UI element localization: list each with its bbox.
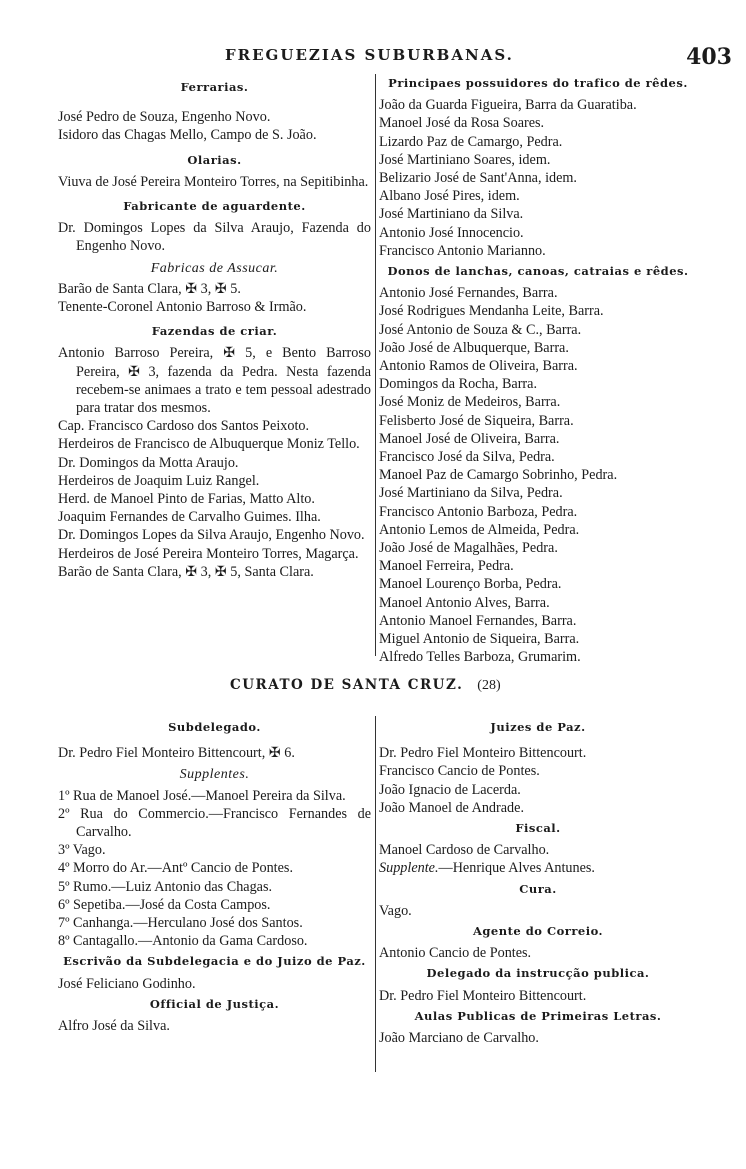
list-item: Dr. Domingos da Motta Araujo. xyxy=(58,454,239,471)
list-item: Isidoro das Chagas Mello, Campo de S. João. xyxy=(58,127,317,144)
list-item: Manoel José da Rosa Soares. xyxy=(379,115,545,132)
supplentes-heading: Supplentes. xyxy=(179,767,250,783)
list-item: José Martiniano Soares, idem. xyxy=(379,151,551,168)
list-item: Antonio Ramos de Oliveira, Barra. xyxy=(379,358,578,375)
list-item: José Pedro de Souza, Engenho Novo. xyxy=(58,109,271,126)
list-item: Alfro José da Silva. xyxy=(58,1018,170,1035)
page-number: 403 xyxy=(686,44,732,70)
lanchas-heading: Donos de lanchas, canoas, catraias e rêdes. xyxy=(387,264,689,279)
subdelegado-heading: Subdelegado. xyxy=(168,720,261,734)
list-item: José Antonio de Souza & C., Barra. xyxy=(379,321,582,338)
list-item: Herdeiros de José Pereira Monteiro Torres, Magarça. xyxy=(58,545,359,562)
olarias-heading: Olarias. xyxy=(187,152,242,167)
left-column-bottom xyxy=(58,716,371,1035)
list-item: Tenente-Coronel Antonio Barroso & Irmão. xyxy=(58,299,307,316)
aguardente-heading: Fabricante de aguardente. xyxy=(123,199,306,214)
list-item: José Feliciano Godinho. xyxy=(58,975,196,992)
list-item: Manoel Ferreira, Pedra. xyxy=(379,558,514,575)
list-item: Herdeiros de Joaquim Luiz Rangel. xyxy=(58,472,260,489)
list-item: Antonio Barroso Pereira, ✠ 5, e Bento Barroso Pereira, ✠ 3, fazenda da Pedra. Nesta fazenda recebem-se animaes a trato e tem pessoal adestrado para tratar dos mesmos. xyxy=(58,345,371,417)
list-item: Domingos da Rocha, Barra. xyxy=(379,376,537,393)
supplente-label: Supplente. xyxy=(379,860,439,877)
list-item: José Moniz de Medeiros, Barra. xyxy=(379,394,561,411)
list-item: Manoel Antonio Alves, Barra. xyxy=(379,594,550,611)
list-item: Herd. de Manoel Pinto de Farias, Matto Alto. xyxy=(58,491,315,508)
list-item: Albano José Pires, idem. xyxy=(379,188,520,205)
list-item: Francisco José da Silva, Pedra. xyxy=(379,449,555,466)
list-item: Dr. Pedro Fiel Monteiro Bittencourt, ✠ 6. xyxy=(58,745,295,762)
list-item: Manoel Cardoso de Carvalho. xyxy=(379,842,550,859)
list-item: João Ignacio de Lacerda. xyxy=(379,781,521,798)
list-item: Dr. Pedro Fiel Monteiro Bittencourt. xyxy=(379,745,587,762)
list-item: Vago. xyxy=(379,902,412,919)
list-item: Dr. Pedro Fiel Monteiro Bittencourt. xyxy=(379,987,587,1004)
ferrarias-heading: Ferrarias. xyxy=(180,80,249,94)
list-item: Cap. Francisco Cardoso dos Santos Peixoto. xyxy=(58,418,310,435)
list-item: Barão de Santa Clara, ✠ 3, ✠ 5, Santa Clara. xyxy=(58,563,314,580)
list-item: Dr. Domingos Lopes da Silva Araujo, Fazenda do Engenho Novo. xyxy=(58,220,371,255)
list-item: 8º Cantagallo.—Antonio da Gama Cardoso. xyxy=(58,933,308,950)
list-item: Manoel Paz de Camargo Sobrinho, Pedra. xyxy=(379,467,618,484)
list-item: 7º Canhanga.—Herculano José dos Santos. xyxy=(58,915,303,932)
list-item: 1º Rua de Manoel José.—Manoel Pereira da Silva. xyxy=(58,787,346,804)
list-item: João Marciano de Carvalho. xyxy=(379,1030,539,1047)
list-item: 2º Rua do Commercio.—Francisco Fernandes de Carvalho. xyxy=(58,805,371,841)
supplente-name: —Henrique Alves Antunes. xyxy=(438,860,595,877)
list-item: Joaquim Fernandes de Carvalho Guimes. Ilha. xyxy=(58,509,321,526)
list-item: Lizardo Paz de Camargo, Pedra. xyxy=(379,133,563,150)
list-item: Francisco Antonio Barboza, Pedra. xyxy=(379,503,578,520)
list-item: Manoel José de Oliveira, Barra. xyxy=(379,430,560,447)
list-item: João José de Magalhães, Pedra. xyxy=(379,540,558,557)
criar-heading: Fazendas de criar. xyxy=(151,324,278,339)
list-item: José Rodrigues Mendanha Leite, Barra. xyxy=(379,303,604,320)
list-item: 6º Sepetiba.—José da Costa Campos. xyxy=(58,896,271,913)
list-item: 3º Vago. xyxy=(58,842,106,859)
list-item: João Manoel de Andrade. xyxy=(379,799,524,816)
list-item: Herdeiros de Francisco de Albuquerque Moniz Tello. xyxy=(58,436,360,453)
list-item: José Martiniano da Silva. xyxy=(379,206,524,223)
page-header xyxy=(50,44,740,70)
list-item: Miguel Antonio de Siqueira, Barra. xyxy=(379,631,580,648)
cura-heading: Cura. xyxy=(519,881,557,896)
official-heading: Official de Justiça. xyxy=(149,996,280,1011)
list-item: Manoel Lourenço Borba, Pedra. xyxy=(379,576,562,593)
correio-heading: Agente do Correio. xyxy=(472,924,604,939)
list-item: 5º Rumo.—Luiz Antonio das Chagas. xyxy=(58,878,273,895)
escrivao-heading: Escrivão da Subdelegacia e do Juizo de Paz. xyxy=(63,954,366,969)
delegado-heading: Delegado da instrucção publica. xyxy=(426,966,650,981)
list-item xyxy=(379,859,697,877)
list-item: Antonio Cancio de Pontes. xyxy=(379,945,532,962)
list-item: Francisco Antonio Marianno. xyxy=(379,242,546,259)
list-item: Antonio Lemos de Almeida, Pedra. xyxy=(379,521,580,538)
list-item: Antonio Manoel Fernandes, Barra. xyxy=(379,612,577,629)
right-column-bottom xyxy=(375,716,697,1072)
curato-number: (28) xyxy=(477,678,501,693)
list-item: João da Guarda Figueira, Barra da Guaratiba. xyxy=(379,97,637,114)
aulas-heading: Aulas Publicas de Primeiras Letras. xyxy=(414,1008,662,1023)
running-title: FREGUEZIAS SUBURBANAS. xyxy=(225,46,514,64)
list-item: Antonio José Fernandes, Barra. xyxy=(379,285,558,302)
juizes-heading: Juizes de Paz. xyxy=(490,720,586,734)
list-item: José Martiniano da Silva, Pedra. xyxy=(379,485,563,502)
list-item: Antonio José Innocencio. xyxy=(379,224,524,241)
fiscal-heading: Fiscal. xyxy=(515,821,561,836)
left-column-top xyxy=(58,76,371,581)
right-column-top xyxy=(375,74,697,666)
list-item: Viuva de José Pereira Monteiro Torres, na Sepitibinha. xyxy=(58,173,369,190)
list-item: Dr. Domingos Lopes da Silva Araujo, Engenho Novo. xyxy=(58,527,365,544)
list-item: Alfredo Telles Barboza, Grumarim. xyxy=(379,649,581,666)
section-title xyxy=(230,677,501,694)
trafico-heading: Principaes possuidores do trafico de rêdes. xyxy=(388,76,688,90)
assucar-heading: Fabricas de Assucar. xyxy=(150,260,279,276)
curato-title: CURATO DE SANTA CRUZ. xyxy=(230,677,464,693)
list-item: Felisberto José de Siqueira, Barra. xyxy=(379,412,574,429)
list-item: 4º Morro do Ar.—Antº Cancio de Pontes. xyxy=(58,860,293,877)
list-item: Belizario José de Sant'Anna, idem. xyxy=(379,170,577,187)
list-item: Francisco Cancio de Pontes. xyxy=(379,763,540,780)
list-item: João José de Albuquerque, Barra. xyxy=(379,339,569,356)
list-item: Barão de Santa Clara, ✠ 3, ✠ 5. xyxy=(58,280,241,297)
